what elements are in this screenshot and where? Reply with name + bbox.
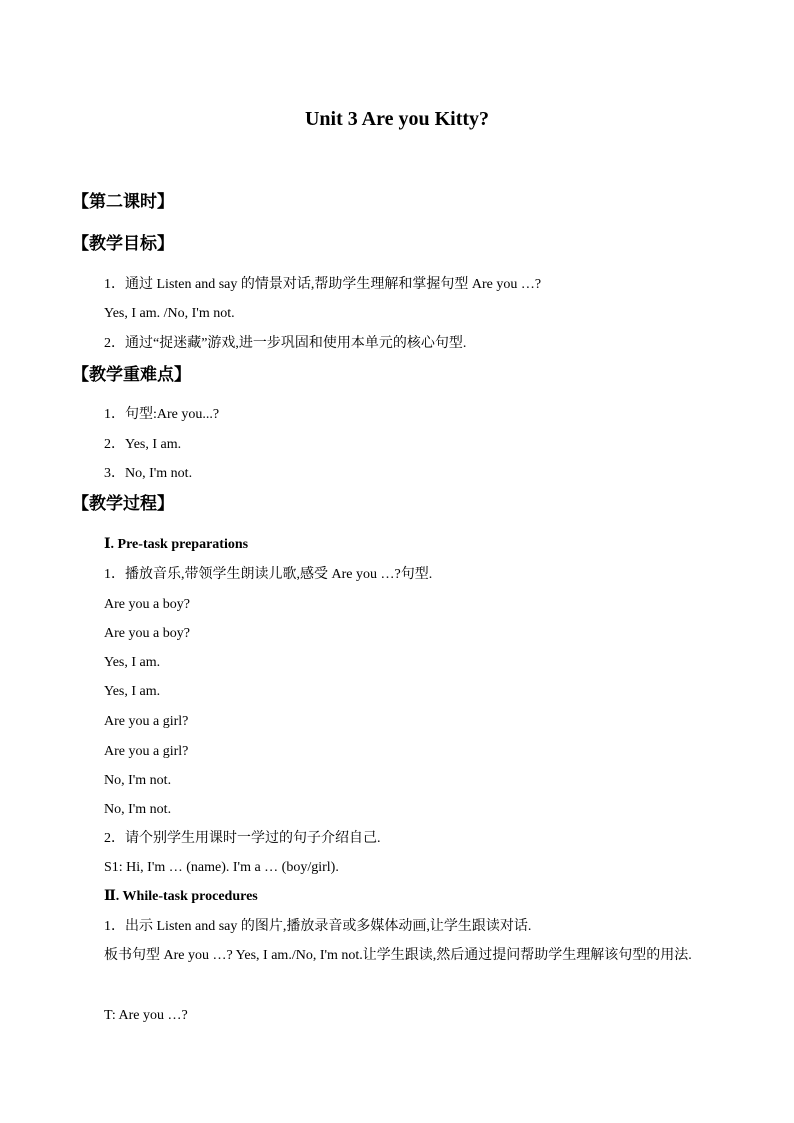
key-point-item: 1．句型:Are you...?: [104, 407, 220, 422]
teacher-line: T: Are you …?: [104, 1008, 188, 1023]
song-line: Are you a girl?: [104, 744, 189, 759]
song-line: Are you a boy?: [104, 626, 190, 641]
song-line: Yes, I am.: [104, 684, 161, 699]
example-line: S1: Hi, I'm … (name). I'm a … (boy/girl).: [104, 860, 339, 875]
goal-item: Yes, I am. /No, I'm not.: [104, 306, 235, 321]
key-points-heading: 【教学重难点】: [72, 365, 191, 385]
section1-step2: 2．请个别学生用课时一学过的句子介绍自己.: [104, 831, 381, 846]
goal-item: 2．通过“捉迷藏”游戏,进一步巩固和使用本单元的核心句型.: [104, 336, 467, 351]
section1-title: Ⅰ. Pre-task preparations: [104, 537, 249, 552]
period-heading: 【第二课时】: [72, 192, 174, 212]
section2-title: Ⅱ. While-task procedures: [104, 889, 258, 904]
song-line: Are you a girl?: [104, 714, 189, 729]
key-point-item: 2．Yes, I am.: [104, 437, 182, 452]
board-paragraph: 板书句型 Are you …? Yes, I am./No, I'm not.让学生跟读,然后通过提问帮助学生理解该句型的用法.: [104, 948, 692, 963]
document-title: Unit 3 Are you Kitty?: [304, 108, 490, 130]
song-line: Yes, I am.: [104, 655, 161, 670]
song-line: No, I'm not.: [104, 773, 172, 788]
section2-step1: 1．出示 Listen and say 的图片,播放录音或多媒体动画,让学生跟读对话.: [104, 919, 532, 934]
goal-item: 1．通过 Listen and say 的情景对话,帮助学生理解和掌握句型 Are you …?: [104, 277, 542, 292]
process-heading: 【教学过程】: [72, 494, 174, 514]
song-line: No, I'm not.: [104, 802, 172, 817]
song-line: Are you a boy?: [104, 597, 190, 612]
section1-step1: 1．播放音乐,带领学生朗读儿歌,感受 Are you …?句型.: [104, 567, 433, 582]
key-point-item: 3．No, I'm not.: [104, 466, 193, 481]
goals-heading: 【教学目标】: [72, 234, 174, 254]
